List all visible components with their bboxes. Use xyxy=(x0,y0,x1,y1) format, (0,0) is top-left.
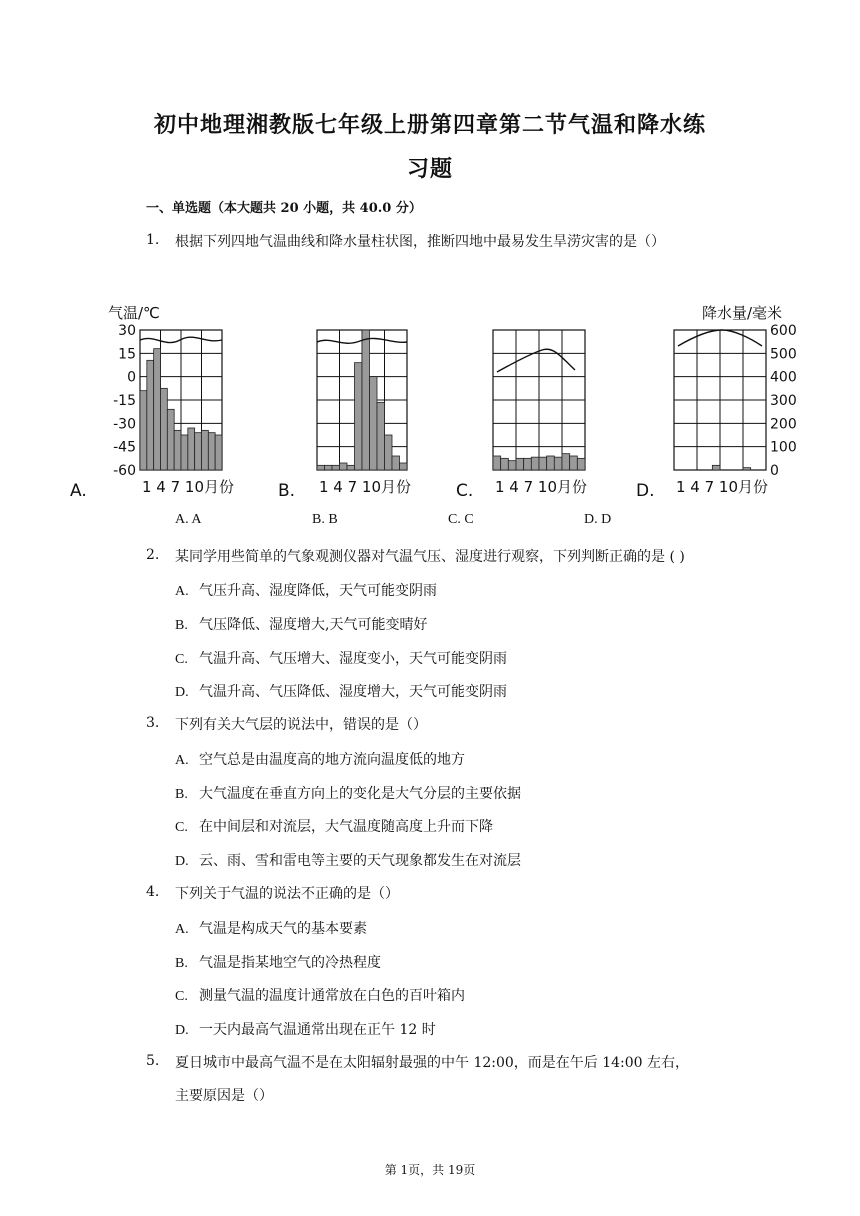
page-footer: 第 1页，共 19页 xyxy=(384,1163,476,1177)
month-axis-label-D: 1 4 7 10月份 xyxy=(676,478,769,496)
q2-option-a[interactable]: A. 气压升高、湿度降低，天气可能变阴雨 xyxy=(175,583,437,599)
temp-axis-title: 气温/℃ xyxy=(108,304,160,322)
precip-bar-A-m11 xyxy=(208,433,215,470)
precip-bar-B-m5 xyxy=(347,465,355,470)
precip-bar-A-m7 xyxy=(181,435,188,470)
month-axis-label-C: 1 4 7 10月份 xyxy=(495,478,588,496)
precip-tick-label: 600 xyxy=(770,323,797,339)
precip-tick-label: 100 xyxy=(770,439,797,456)
q3-option-d[interactable]: D. 云、雨、雪和雷电等主要的天气现象都发生在对流层 xyxy=(175,853,521,869)
temp-tick-label: 0 xyxy=(127,369,136,386)
precip-bar-A-m1 xyxy=(140,391,147,470)
precip-axis-title: 降水量/毫米 xyxy=(702,304,783,322)
precip-bar-A-m8 xyxy=(188,428,195,470)
question-2-number: 2. xyxy=(146,547,160,563)
precip-bar-B-m9 xyxy=(377,402,385,470)
section-heading: 一、单选题（本大题共 20 小题，共 40.0 分） xyxy=(146,201,422,216)
precip-bar-B-m10 xyxy=(385,435,393,470)
precip-tick-label: 500 xyxy=(770,346,797,363)
question-4-number: 4. xyxy=(146,884,160,900)
question-3-number: 3. xyxy=(146,715,160,731)
month-axis-label-A: 1 4 7 10月份 xyxy=(142,478,235,496)
precip-bar-B-m6 xyxy=(355,363,363,470)
precip-bar-B-m8 xyxy=(370,377,378,470)
question-1-text: 根据下列四地气温曲线和降水量柱状图，推断四地中最易发生旱涝灾害的是（） xyxy=(175,234,665,250)
precip-bar-B-m1 xyxy=(317,465,325,470)
precip-bar-A-m6 xyxy=(174,430,181,470)
precip-bar-C-m7 xyxy=(539,457,547,470)
precip-tick-label: 0 xyxy=(770,463,779,479)
q4-option-c[interactable]: C. 测量气温的温度计通常放在白色的百叶箱内 xyxy=(175,988,465,1004)
precip-tick-label: 400 xyxy=(770,369,797,386)
precip-bar-B-m2 xyxy=(325,465,333,470)
temp-tick-label: -60 xyxy=(113,463,136,479)
temp-tick-label: 15 xyxy=(118,346,136,363)
q3-option-b[interactable]: B. 大气温度在垂直方向上的变化是大气分层的主要依据 xyxy=(175,786,521,802)
q2-option-c[interactable]: C. 气温升高、气压增大、湿度变小，天气可能变阴雨 xyxy=(175,651,507,667)
precip-bar-C-m2 xyxy=(501,458,509,470)
temp-tick-label: 30 xyxy=(118,323,136,339)
page-title-line2: 习题 xyxy=(406,156,453,182)
question-5-text-line1: 夏日城市中最高气温不是在太阳辐射最强的中午 12:00，而是在午后 14:00 左右， xyxy=(175,1055,690,1071)
panel-label-B: B. xyxy=(278,481,296,501)
precip-bar-C-m10 xyxy=(562,454,570,470)
panel-label-A: A. xyxy=(70,481,87,501)
q1-option-a[interactable]: A. A xyxy=(175,512,202,527)
precip-bar-B-m7 xyxy=(362,330,370,470)
question-3-text: 下列有关大气层的说法中，错误的是（） xyxy=(175,717,427,733)
precip-bar-C-m1 xyxy=(493,456,501,470)
precip-bar-C-m8 xyxy=(547,456,555,470)
precip-bar-C-m9 xyxy=(554,457,562,470)
panel-label-D: D. xyxy=(636,481,655,501)
panel-label-C: C. xyxy=(456,481,474,501)
precip-bar-B-m3 xyxy=(332,465,340,470)
precip-bar-B-m12 xyxy=(400,463,408,470)
question-4-text: 下列关于气温的说法不正确的是（） xyxy=(175,886,399,902)
question-5-number: 5. xyxy=(146,1053,160,1069)
question-1-number: 1. xyxy=(146,232,160,248)
precip-bar-B-m4 xyxy=(340,463,348,470)
q4-option-b[interactable]: B. 气温是指某地空气的冷热程度 xyxy=(175,955,381,971)
q3-option-a[interactable]: A. 空气总是由温度高的地方流向温度低的地方 xyxy=(175,752,465,768)
precip-bar-A-m9 xyxy=(195,433,202,470)
precip-bar-A-m5 xyxy=(167,409,174,470)
q1-option-b[interactable]: B. B xyxy=(312,512,338,527)
temperature-curve-C xyxy=(497,349,575,372)
climate-charts-svg xyxy=(70,296,810,506)
temp-tick-label: -45 xyxy=(113,439,136,456)
climate-charts-figure xyxy=(70,296,810,506)
precip-bar-D-m6 xyxy=(712,465,720,470)
precip-bar-C-m4 xyxy=(516,458,524,470)
page-title-line1: 初中地理湘教版七年级上册第四章第二节气温和降水练 xyxy=(153,112,706,138)
q4-option-a[interactable]: A. 气温是构成天气的基本要素 xyxy=(175,921,367,937)
precip-bar-D-m10 xyxy=(743,468,751,470)
precip-tick-label: 200 xyxy=(770,416,797,433)
precip-bar-C-m6 xyxy=(531,457,539,470)
q1-option-c[interactable]: C. C xyxy=(448,512,474,527)
precip-bar-B-m11 xyxy=(392,456,400,470)
precip-bar-C-m12 xyxy=(577,458,585,470)
q3-option-c[interactable]: C. 在中间层和对流层，大气温度随高度上升而下降 xyxy=(175,819,493,835)
precip-bar-A-m10 xyxy=(202,430,209,470)
precip-bar-C-m3 xyxy=(508,461,516,470)
month-axis-label-B: 1 4 7 10月份 xyxy=(319,478,412,496)
q1-option-d[interactable]: D. D xyxy=(584,512,612,527)
precip-bar-A-m4 xyxy=(161,388,168,470)
precip-tick-label: 300 xyxy=(770,393,797,409)
q4-option-d[interactable]: D. 一天内最高气温通常出现在正午 12 时 xyxy=(175,1022,436,1038)
question-5-text-line2: 主要原因是（） xyxy=(175,1088,273,1104)
question-2-text: 某同学用些简单的气象观测仪器对气温气压、湿度进行观察，下列判断正确的是 ( ) xyxy=(175,549,685,565)
precip-bar-A-m3 xyxy=(154,349,161,470)
precip-bar-C-m5 xyxy=(524,458,532,470)
precip-bar-A-m2 xyxy=(147,360,154,470)
precip-bar-A-m12 xyxy=(215,435,222,470)
temp-tick-label: -15 xyxy=(113,393,136,409)
q2-option-b[interactable]: B. 气压降低、湿度增大,天气可能变晴好 xyxy=(175,617,428,633)
temp-tick-label: -30 xyxy=(113,416,136,433)
precip-bar-C-m11 xyxy=(570,456,578,470)
q2-option-d[interactable]: D. 气温升高、气压降低、湿度增大，天气可能变阴雨 xyxy=(175,684,507,700)
